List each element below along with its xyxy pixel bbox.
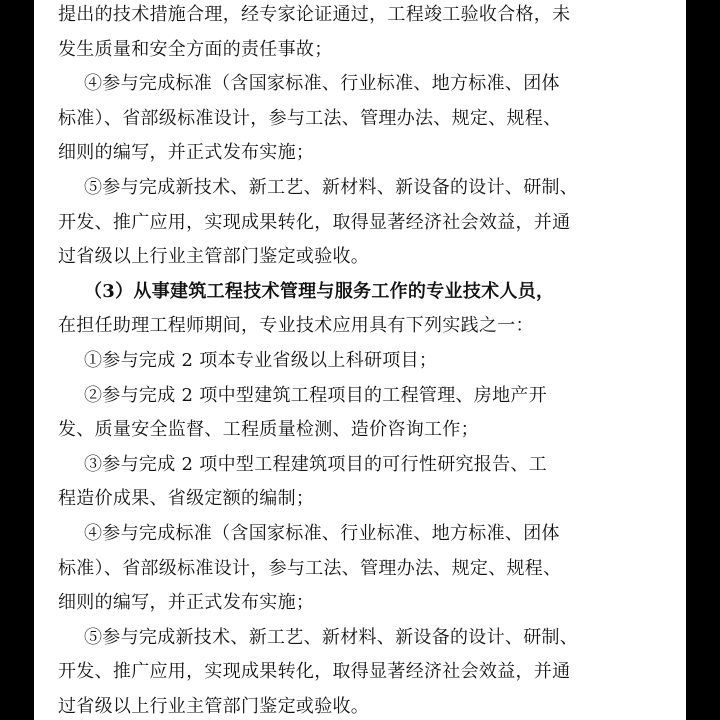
text-line: 在担任助理工程师期间，专业技术应用具有下列实践之一： — [58, 315, 534, 337]
document-body — [58, 0, 668, 720]
text-line: 发生质量和安全方面的责任事故； — [58, 38, 333, 60]
text-line: ⑤参与完成新技术、新工艺、新材料、新设备的设计、研制、 — [84, 626, 579, 648]
text-line: 细则的编写，并正式发布实施； — [58, 592, 315, 614]
text-line: 提出的技术措施合理，经专家论证通过，工程竣工验收合格，未 — [58, 4, 571, 25]
text-line: 标准）、省部级标准设计，参与工法、管理办法、规定、规程、 — [58, 107, 562, 129]
text-line: ③参与完成 2 项中型工程建筑项目的可行性研究报告、工 — [84, 453, 547, 475]
text-line: 开发、推广应用，实现成果转化，取得显著经济社会效益，并通 — [58, 211, 571, 233]
text-line: 发、质量安全监督、工程质量检测、造价咨询工作； — [58, 419, 479, 441]
text-line: ④参与完成标准（含国家标准、行业标准、地方标准、团体 — [84, 522, 560, 544]
text-line: 过省级以上行业主管部门鉴定或验收。 — [58, 246, 370, 268]
text-line: ④参与完成标准（含国家标准、行业标准、地方标准、团体 — [84, 73, 560, 95]
text-line: ②参与完成 2 项中型建筑工程项目的工程管理、房地产开 — [84, 384, 547, 406]
text-line: ⑤参与完成新技术、新工艺、新材料、新设备的设计、研制、 — [84, 176, 579, 198]
section-heading-line: （3）从事建筑工程技术管理与服务工作的专业技术人员， — [84, 280, 555, 302]
text-line: 标准）、省部级标准设计，参与工法、管理办法、规定、规程、 — [58, 557, 562, 579]
text-line: 细则的编写，并正式发布实施； — [58, 142, 315, 164]
document-page — [34, 0, 686, 720]
text-line: 开发、推广应用，实现成果转化，取得显著经济社会效益，并通 — [58, 661, 571, 683]
text-line: 程造价成果、省级定额的编制； — [58, 488, 315, 510]
text-line: ①参与完成 2 项本专业省级以上科研项目； — [84, 349, 438, 371]
text-line: 过省级以上行业主管部门鉴定或验收。 — [58, 695, 370, 717]
